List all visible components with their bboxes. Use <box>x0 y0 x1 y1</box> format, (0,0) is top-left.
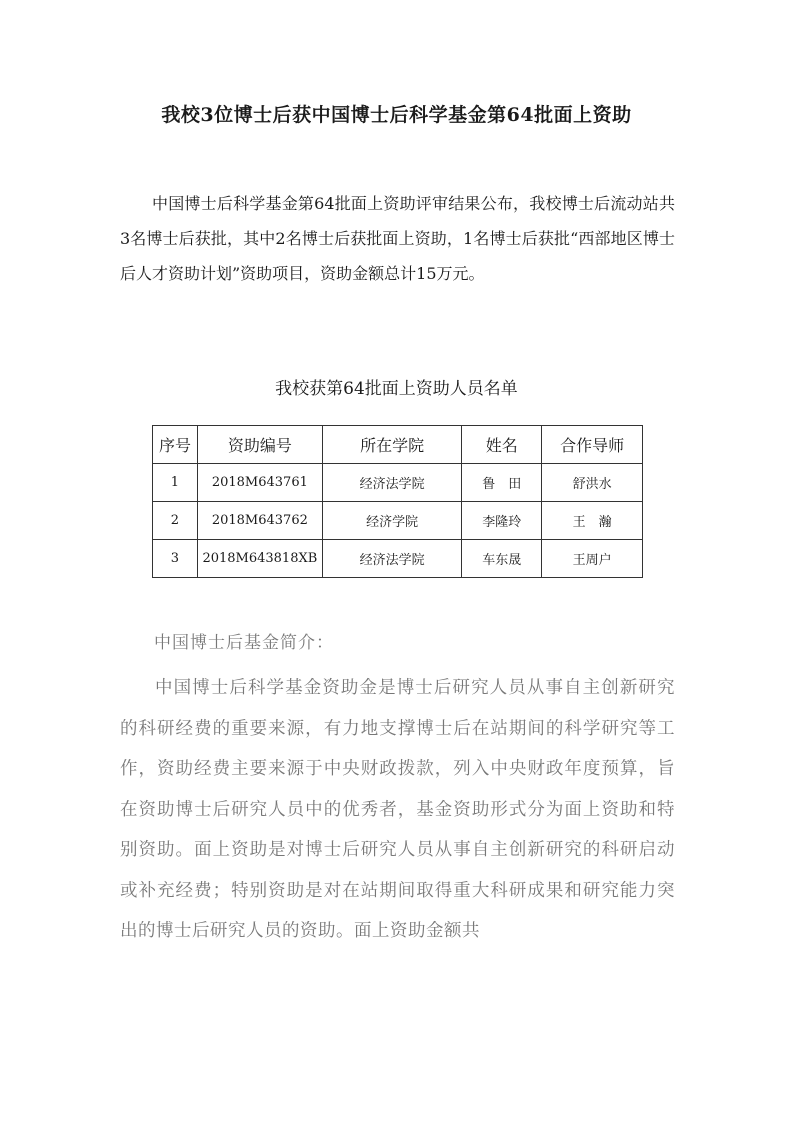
header-college: 所在学院 <box>322 426 462 464</box>
cell-college: 经济法学院 <box>322 464 462 502</box>
table-header-row <box>153 426 643 464</box>
intro-paragraph: 中国博士后科学基金第64批面上资助评审结果公布，我校博士后流动站共3名博士后获批，其中2名博士后获批面上资助，1名博士后获批“西部地区博士后人才资助计划”资助项目，资助金额总计15万元。 <box>120 194 675 283</box>
cell-name: 李隆玲 <box>462 502 542 540</box>
cell-index: 2 <box>153 502 198 540</box>
cell-college: 经济法学院 <box>322 540 462 578</box>
header-grant-number: 资助编号 <box>197 426 322 464</box>
header-advisor: 合作导师 <box>542 426 643 464</box>
table-caption: 我校获第64批面上资助人员名单 <box>275 379 518 399</box>
table-row <box>153 464 643 502</box>
cell-grant-number: 2018M643761 <box>197 464 322 502</box>
cell-grant-number: 2018M643762 <box>197 502 322 540</box>
section-body: 中国博士后科学基金资助金是博士后研究人员从事自主创新研究的科研经费的重要来源，有力地支撑博士后在站期间的科学研究等工作，资助经费主要来源于中央财政拨款，列入中央财政年度预算，旨在资助博士后研究人员中的优秀者，基金资助形式分为面上资助和特别资助。面上资助是对博士后研究人员从事自主创新研究的科研启动或补充经费；特别资助是对在站期间取得重大科研成果和研究能力突出的博士后研究人员的资助。面上资助金额共 <box>120 678 675 941</box>
table-row <box>153 502 643 540</box>
section-heading: 中国博士后基金简介： <box>154 633 334 653</box>
cell-advisor: 舒洪水 <box>542 464 643 502</box>
cell-name: 车东晟 <box>462 540 542 578</box>
cell-advisor: 王周户 <box>542 540 643 578</box>
cell-advisor: 王 瀚 <box>542 502 643 540</box>
page-title: 我校3位博士后获中国博士后科学基金第64批面上资助 <box>161 104 632 126</box>
table-row <box>153 540 643 578</box>
cell-index: 1 <box>153 464 198 502</box>
cell-index: 3 <box>153 540 198 578</box>
cell-name: 鲁 田 <box>462 464 542 502</box>
cell-college: 经济学院 <box>322 502 462 540</box>
recipient-table <box>152 425 643 578</box>
header-index: 序号 <box>153 426 198 464</box>
cell-grant-number: 2018M643818XB <box>197 540 322 578</box>
header-name: 姓名 <box>462 426 542 464</box>
